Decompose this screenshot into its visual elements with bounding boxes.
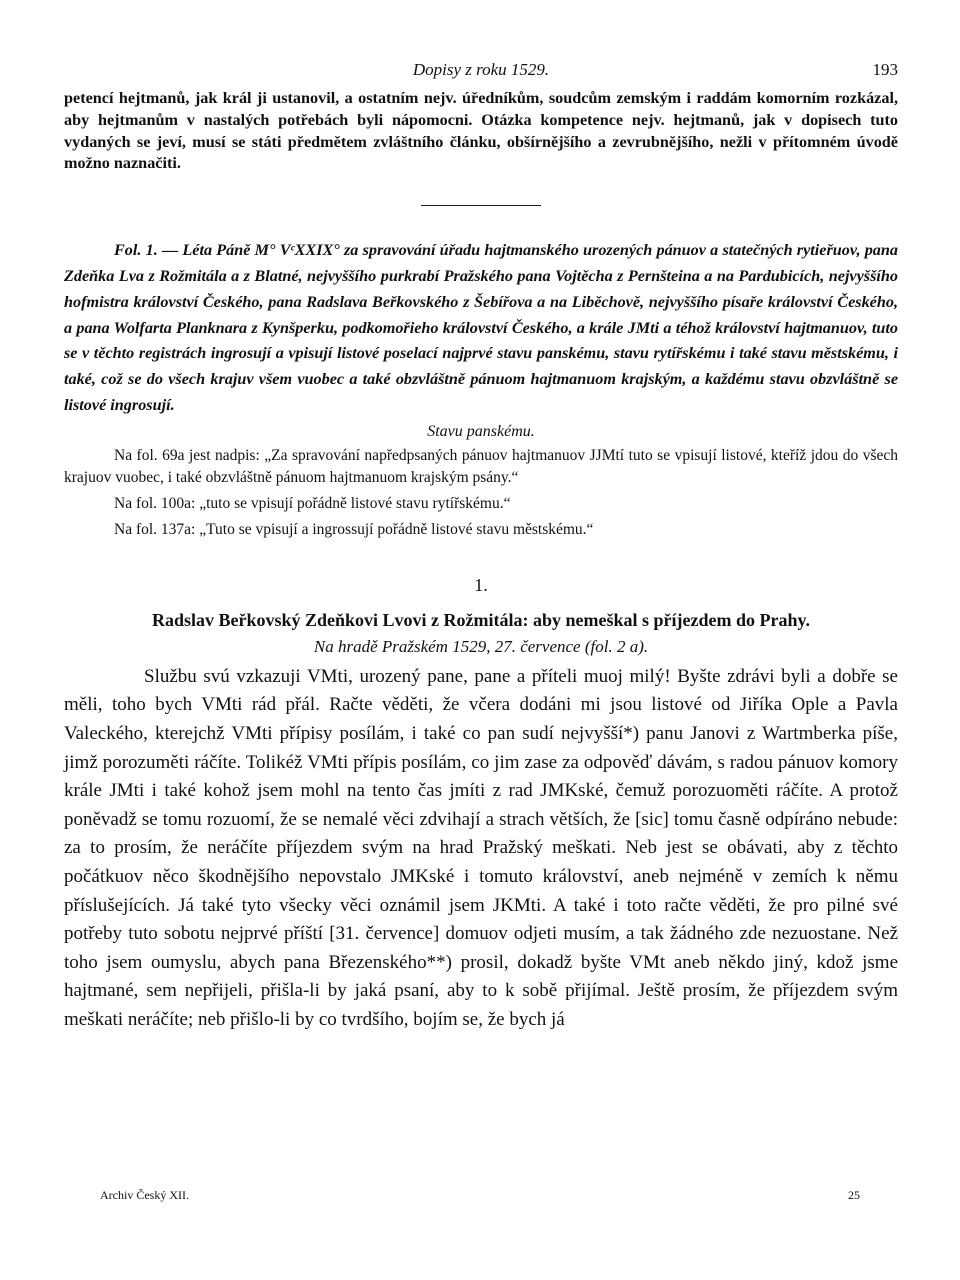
intro-paragraph: petencí hejtmanů, jak král ji ustanovil, a ostatním nejv. úředníkům, soudcům zemským i raddám komorním rozkázal, aby hejtmanům v nastalých potřebách byli nápomocni. Otázka kompetence nejv. hejtmanů, jak v dopisech tuto vydaných se jeví, musí se státi předmětem zvláštního článku, obšírnějšího a zevrubnějšího, nežli v přítomném úvodě možno naznačiti. bbox=[64, 89, 898, 173]
letter-body: Službu svú vzkazuji VMti, urozený pane, pane a příteli muoj milý! Byšte zdrávi byli a dobře se měli, toho bych VMti rád přál. Račte věděti, že včera dodáni mi jsou listové od Jiříka Ople a Pavla Valeckého, kterejchž VMti přípisy posílám, i také co pan sudí nejvyšší*) panu Janovi z Wartmberka píše, jimž porozuměti ráčíte. Tolikéž VMti přípis posílám, co jim zase za odpověď dávám, s radou pánuov komory krále JMti i také kohož jsem mohl na tento čas jmíti z rad JMKské, čemuž porozuoměti ráčíte. A protož poněvadž se tomu rozuomí, že se nemalé věci zdvihají a strach větších, že [sic] tomu časně odpíráno nebude: za to prosím, že neráčíte příjezdem svým na hrad Pražský meškati. Neb jest se obávati, aby z těchto počátkuov něco škodnějšího nepovstalo JMKské i tomuto království, aneb nejméně v zemích k němu příslušejících. Já také tyto všecky věci oznámil jsem JKMti. A také i toto račte věděti, že pro pilné své potřeby tuto sobotu nejprvé příští [31. července] domuov odjeti musím, a tak žádného zde nezuostane. Než toho jsem oumyslu, abych pana Březenského**) prosil, dokadž byšte VMt aneb někdo jiný, kdož jsme hajtmané, sem nepřijeli, přišla-li by jaká psaní, aby to k sobě přijímal. Ještě prosím, že příjezdem svým meškati neráčíte; neb přišlo-li by co tvrdšího, bojím se, že bych já bbox=[64, 665, 898, 1030]
page-footer bbox=[100, 1188, 860, 1208]
letter-place-date: Na hradě Pražském 1529, 27. července (fol. 2 a). bbox=[313, 636, 649, 656]
running-head bbox=[64, 52, 898, 82]
fol-paragraph: Fol. 1. — Léta Páně M° VᶜXXIX° za spravování úřadu hajtmanského urozených pánuov a statečných rytieřuov, pana Zdeňka Lva z Rožmitála a z Blatné, nejvyššího purkrabí Pražského pana Vojtěcha z Pernšteina a na Pardubicích, nejvyššího hofmistra království Českého, pana Radslava Beřkovského z Šebířova a na Liběchově, nejvyššího písaře království Českého, a pana Wolfarta Planknara z Kynšperku, podkomořieho království Českého, a krále JMti a téhož království hajtmanuov, tuto se v těchto registrách ingrosují a vpisují listové poselací najprvé stavu panskému, stavu rytířskému i také stavu městskému, i také, což se do všech krajuv všem vuobec a také obzvláštně pánuom hajtmanuom krajským, a každému stavu obzvláštně se listové ingrosují. bbox=[64, 241, 898, 414]
note-fol-137a: Na fol. 137a: „Tuto se vpisují a ingrossují pořádně listové stavu městskému.“ bbox=[114, 520, 594, 538]
letter-heading: Radslav Beřkovský Zdeňkovi Lvovi z Rožmitála: aby nemeškal s příjezdem do Prahy. bbox=[151, 609, 811, 630]
page bbox=[64, 52, 898, 1034]
letter-number: 1. bbox=[474, 574, 488, 595]
page-number: 193 bbox=[872, 60, 898, 79]
footer-archive-label: Archiv Český XII. bbox=[100, 1188, 189, 1202]
footer-signature-number: 25 bbox=[848, 1188, 860, 1202]
note-fol-100a: Na fol. 100a: „tuto se vpisují pořádně listové stavu rytířskému.“ bbox=[114, 494, 511, 512]
running-title: Dopisy z roku 1529. bbox=[412, 60, 550, 79]
stavu-heading: Stavu panskému. bbox=[427, 422, 535, 440]
note-fol-69a: Na fol. 69a jest nadpis: „Za spravování napředpsaných pánuov hajtmanuov JJMtí tuto se vpisují listové, kteříž jdou do všech krajuov vuobec, i také obzvláštně pánuom hajtmanuom krajským psány.“ bbox=[64, 446, 898, 486]
section-divider bbox=[421, 205, 541, 206]
